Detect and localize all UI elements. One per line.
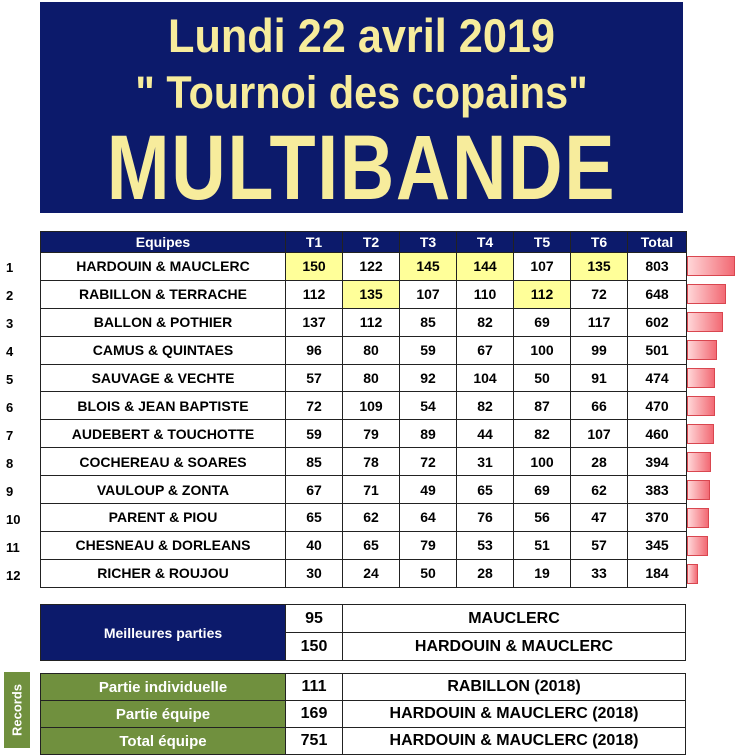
header-t2: T2 [343,232,400,253]
score-t6: 135 [571,253,628,281]
score-t1: 65 [286,504,343,532]
score-t6: 99 [571,336,628,364]
record-row [41,728,686,755]
total-bar [687,508,709,528]
header-t4: T4 [457,232,514,253]
total-bar [687,284,726,304]
team-total: 370 [628,504,687,532]
header-equipes: Equipes [41,232,286,253]
team-total: 383 [628,476,687,504]
team-name: RABILLON & TERRACHE [41,280,286,308]
score-t2: 24 [343,559,400,587]
record-holder: HARDOUIN & MAUCLERC (2018) [343,728,686,755]
team-row [41,392,687,420]
score-t3: 89 [400,420,457,448]
score-t1: 59 [286,420,343,448]
total-bar [687,480,710,500]
header-total: Total [628,232,687,253]
rank-number: 11 [6,540,20,555]
total-bar [687,536,708,556]
records-table [40,673,686,755]
score-t2: 109 [343,392,400,420]
team-total: 602 [628,308,687,336]
score-t5: 87 [514,392,571,420]
score-t5: 100 [514,336,571,364]
score-t5: 69 [514,476,571,504]
team-total: 470 [628,392,687,420]
records-tag [4,672,30,748]
rank-number: 9 [6,484,14,499]
score-t4: 82 [457,392,514,420]
score-t6: 66 [571,392,628,420]
score-t1: 150 [286,253,343,281]
team-row [41,308,687,336]
team-total: 803 [628,253,687,281]
record-score: 111 [286,674,343,701]
rank-number: 6 [6,400,14,415]
score-t3: 107 [400,280,457,308]
team-name: RICHER & ROUJOU [41,559,286,587]
team-name: BLOIS & JEAN BAPTISTE [41,392,286,420]
score-t3: 50 [400,559,457,587]
record-row [41,701,686,728]
results-table [40,231,687,588]
team-total: 184 [628,559,687,587]
score-t6: 91 [571,364,628,392]
score-t5: 51 [514,531,571,559]
score-t3: 85 [400,308,457,336]
rank-number: 1 [6,260,14,275]
total-bar [687,396,715,416]
score-t5: 100 [514,448,571,476]
team-row [41,504,687,532]
record-score: 169 [286,701,343,728]
team-total: 474 [628,364,687,392]
record-score: 751 [286,728,343,755]
score-t3: 64 [400,504,457,532]
best-games-table [40,604,686,661]
score-t3: 79 [400,531,457,559]
team-row [41,420,687,448]
score-t5: 107 [514,253,571,281]
record-label: Total équipe [41,728,286,755]
score-t3: 49 [400,476,457,504]
banner-tournament-name: " Tournoi des copains" [135,67,588,118]
record-holder: RABILLON (2018) [343,674,686,701]
score-t2: 112 [343,308,400,336]
score-t1: 112 [286,280,343,308]
rank-number: 3 [6,316,14,331]
rank-number: 7 [6,428,14,443]
score-t4: 82 [457,308,514,336]
score-t2: 71 [343,476,400,504]
header-t1: T1 [286,232,343,253]
header-t3: T3 [400,232,457,253]
score-t4: 28 [457,559,514,587]
score-t5: 56 [514,504,571,532]
team-row [41,476,687,504]
score-t2: 65 [343,531,400,559]
record-row [41,674,686,701]
best-score: 95 [286,605,343,633]
score-t4: 31 [457,448,514,476]
total-bar [687,564,698,584]
score-t3: 92 [400,364,457,392]
score-t5: 19 [514,559,571,587]
score-t1: 57 [286,364,343,392]
score-t5: 69 [514,308,571,336]
score-t2: 135 [343,280,400,308]
total-bar [687,424,714,444]
record-holder: HARDOUIN & MAUCLERC (2018) [343,701,686,728]
banner-discipline: MULTIBANDE [106,117,617,213]
best-row [41,605,686,633]
rank-number: 4 [6,344,14,359]
team-name: VAULOUP & ZONTA [41,476,286,504]
total-bar [687,368,715,388]
score-t1: 40 [286,531,343,559]
banner-date: Lundi 22 avril 2019 [168,9,555,62]
score-t2: 78 [343,448,400,476]
team-total: 394 [628,448,687,476]
team-row [41,336,687,364]
rank-number: 8 [6,456,14,471]
score-t2: 62 [343,504,400,532]
score-t4: 144 [457,253,514,281]
score-t2: 79 [343,420,400,448]
team-row [41,364,687,392]
team-total: 460 [628,420,687,448]
team-row [41,559,687,587]
score-t4: 44 [457,420,514,448]
team-row [41,253,687,281]
score-t3: 72 [400,448,457,476]
score-t3: 59 [400,336,457,364]
header-t5: T5 [514,232,571,253]
score-t1: 85 [286,448,343,476]
score-t4: 65 [457,476,514,504]
score-t1: 96 [286,336,343,364]
team-name: COCHEREAU & SOARES [41,448,286,476]
score-t6: 47 [571,504,628,532]
score-t1: 137 [286,308,343,336]
total-bar [687,452,711,472]
team-row [41,280,687,308]
record-label: Partie équipe [41,701,286,728]
team-row [41,448,687,476]
team-name: HARDOUIN & MAUCLERC [41,253,286,281]
score-t4: 53 [457,531,514,559]
header-t6: T6 [571,232,628,253]
team-name: PARENT & PIOU [41,504,286,532]
score-t6: 28 [571,448,628,476]
score-t5: 112 [514,280,571,308]
score-t6: 117 [571,308,628,336]
score-t6: 62 [571,476,628,504]
score-t5: 82 [514,420,571,448]
score-t6: 33 [571,559,628,587]
title-banner [40,2,683,213]
rank-number: 10 [6,512,21,527]
rank-number: 2 [6,288,14,303]
score-t4: 104 [457,364,514,392]
score-t3: 54 [400,392,457,420]
best-score: 150 [286,633,343,661]
score-t1: 67 [286,476,343,504]
team-total: 501 [628,336,687,364]
score-t4: 76 [457,504,514,532]
score-t4: 110 [457,280,514,308]
total-bar [687,312,723,332]
score-t6: 107 [571,420,628,448]
records-tag-label: Records [9,683,25,737]
record-label: Partie individuelle [41,674,286,701]
team-name: SAUVAGE & VECHTE [41,364,286,392]
score-t1: 30 [286,559,343,587]
score-t2: 80 [343,336,400,364]
rank-number: 12 [6,568,21,583]
best-name: MAUCLERC [343,605,686,633]
score-t1: 72 [286,392,343,420]
score-t6: 72 [571,280,628,308]
rank-number: 5 [6,372,14,387]
total-bar [687,256,735,276]
team-name: CAMUS & QUINTAES [41,336,286,364]
best-label: Meilleures parties [41,605,286,661]
total-bar [687,340,717,360]
results-header-row [41,232,687,253]
team-row [41,531,687,559]
team-name: CHESNEAU & DORLEANS [41,531,286,559]
score-t6: 57 [571,531,628,559]
best-name: HARDOUIN & MAUCLERC [343,633,686,661]
team-total: 648 [628,280,687,308]
team-total: 345 [628,531,687,559]
team-name: AUDEBERT & TOUCHOTTE [41,420,286,448]
score-t2: 122 [343,253,400,281]
score-t4: 67 [457,336,514,364]
team-name: BALLON & POTHIER [41,308,286,336]
score-t5: 50 [514,364,571,392]
score-t2: 80 [343,364,400,392]
score-t3: 145 [400,253,457,281]
